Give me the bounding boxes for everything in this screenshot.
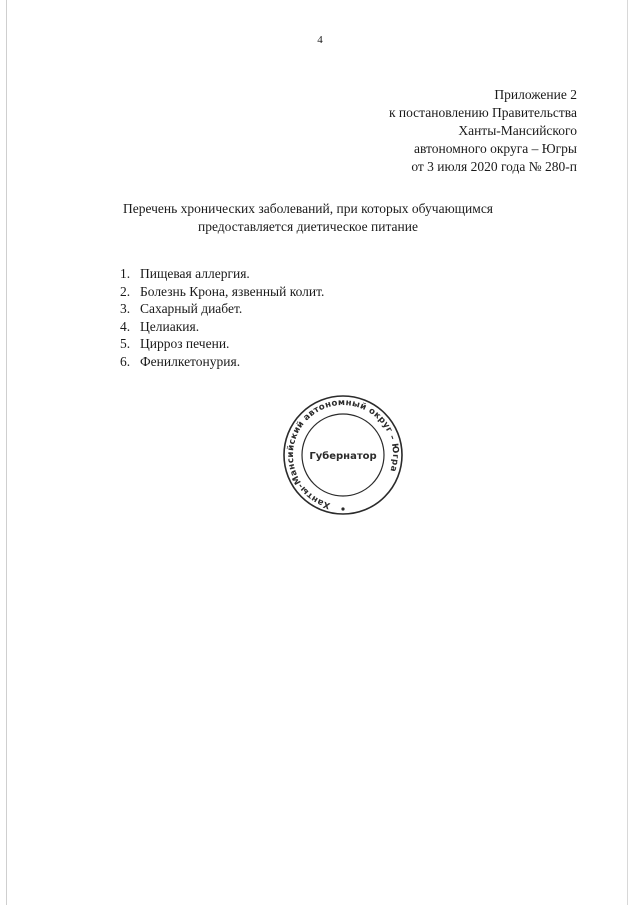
list-item xyxy=(120,335,324,353)
page-edge-left xyxy=(6,0,7,905)
appendix-line: к постановлению Правительства xyxy=(388,105,577,120)
disease-list xyxy=(120,265,324,371)
official-seal xyxy=(281,393,405,517)
list-item-text: Сахарный диабет. xyxy=(140,301,243,317)
list-item xyxy=(120,300,324,318)
list-item-number: 5. xyxy=(120,336,131,352)
document-title xyxy=(80,200,536,236)
list-item-number: 2. xyxy=(120,283,131,299)
appendix-line: Приложение 2 xyxy=(494,87,577,102)
list-item xyxy=(120,265,324,283)
title-line: Перечень хронических заболеваний, при которых обучающимся xyxy=(122,201,494,216)
page-number: 4 xyxy=(317,34,323,46)
list-item-text: Болезнь Крона, язвенный колит. xyxy=(140,283,325,299)
list-item-text: Фенилкетонурия. xyxy=(140,353,241,369)
appendix-block xyxy=(389,86,577,176)
list-item-number: 6. xyxy=(120,353,131,369)
list-item-text: Цирроз печени. xyxy=(140,336,230,352)
appendix-line: от 3 июля 2020 года № 280-п xyxy=(411,159,577,174)
appendix-line: Ханты-Мансийского xyxy=(458,123,577,138)
seal-dot xyxy=(341,507,344,510)
list-item xyxy=(120,318,324,336)
list-item xyxy=(120,353,324,371)
list-item xyxy=(120,283,324,301)
seal-center-text: Губернатор xyxy=(309,451,377,462)
list-item-number: 3. xyxy=(120,301,131,317)
appendix-line: автономного округа – Югры xyxy=(414,141,577,156)
list-item-text: Целиакия. xyxy=(140,318,200,334)
list-item-number: 1. xyxy=(120,266,131,281)
list-item-text: Пищевая аллергия. xyxy=(140,266,250,281)
title-line: предоставляется диетическое питание xyxy=(198,219,418,234)
seal-ring-text: Ханты-Мансийский автономный округ – Югра xyxy=(285,397,401,511)
page-edge-right xyxy=(627,0,628,905)
list-item-number: 4. xyxy=(120,318,131,334)
